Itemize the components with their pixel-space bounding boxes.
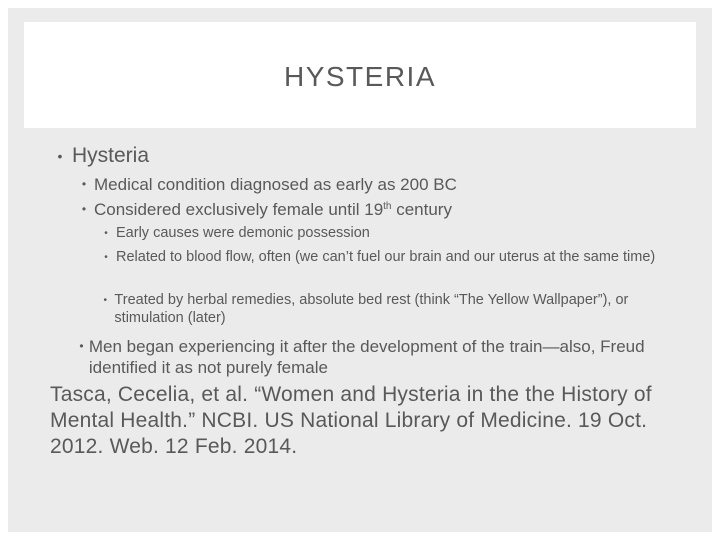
slide-title: HYSTERIA xyxy=(283,61,437,92)
bullet-dot: • xyxy=(81,177,87,191)
bullet-level3-early-causes xyxy=(96,225,694,243)
bullet-level2-considered-female xyxy=(74,199,452,220)
bullet-level2-men-began xyxy=(74,336,684,378)
bullet-dot: • xyxy=(57,148,63,164)
bullet-level1-hysteria xyxy=(48,144,149,168)
bullet-level3-blood-flow xyxy=(96,249,694,267)
bullet-level2-medical-condition xyxy=(74,174,457,195)
bullet-text: Early causes were demonic possession xyxy=(116,225,370,241)
bullet-dot: • xyxy=(79,339,84,353)
bullet-text: Men began experiencing it after the development of the train—also, Freud identified it as not purely female xyxy=(88,337,645,377)
bullet-text: Medical condition diagnosed as early as 200 BC xyxy=(94,175,457,194)
bullet-dot: • xyxy=(103,295,107,306)
bullet-dot: • xyxy=(104,228,108,239)
bullet-text: Treated by herbal remedies, absolute bed rest (think “The Yellow Wallpaper”), or stimulation (later) xyxy=(114,292,629,326)
slide xyxy=(8,8,712,532)
bullet-text-main: Considered exclusively female until 19 xyxy=(94,200,384,219)
bullet-text-end: century xyxy=(391,200,452,219)
bullet-level3-treated xyxy=(96,292,694,327)
slide-content xyxy=(8,8,712,532)
bullet-text: Related to blood flow, often (we can’t fuel our brain and our uterus at the same time) xyxy=(116,249,656,265)
bullet-dot: • xyxy=(81,202,87,216)
bullet-text xyxy=(94,199,452,220)
bullet-text: Hysteria xyxy=(72,144,150,167)
ordinal-superscript: th xyxy=(383,201,392,212)
bullet-dot: • xyxy=(104,252,108,263)
citation-text: Tasca, Cecelia, et al. “Women and Hysteria in the the History of Mental Health.” NCBI. US National Library of Medicine. 19 Oct. 2012. Web. 12 Feb. 2014. xyxy=(50,383,652,458)
